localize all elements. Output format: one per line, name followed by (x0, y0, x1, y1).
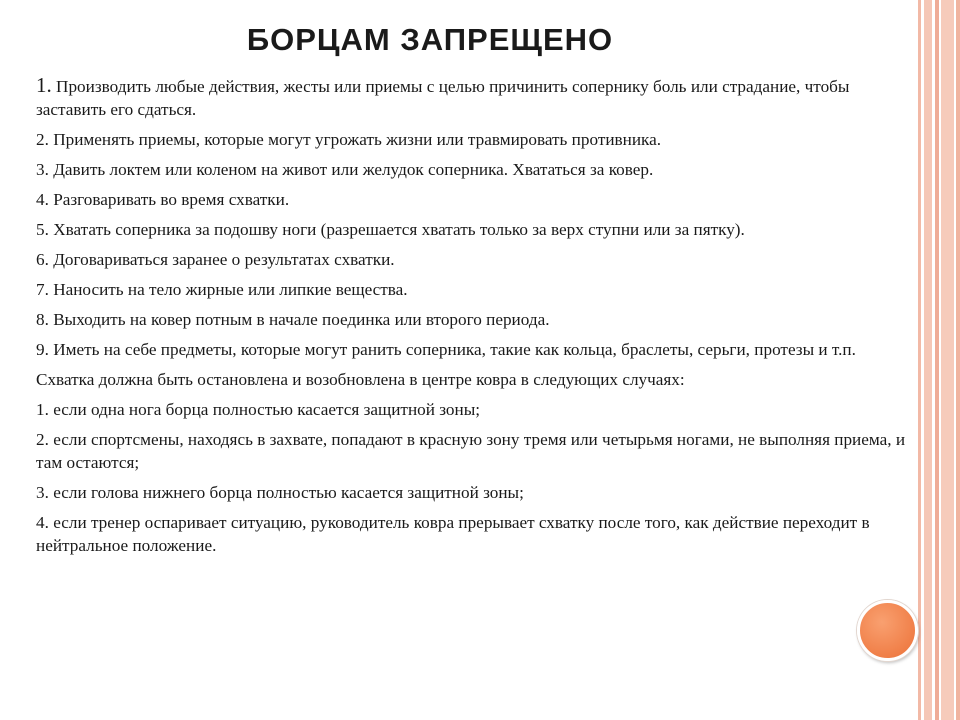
stop-conditions-intro: Схватка должна быть остановлена и возобновлена в центре ковра в следующих случаях: (36, 370, 685, 389)
stop-condition: 4. если тренер оспаривает ситуацию, руководитель ковра прерывает схватку после того, как действие переходит в нейтральное положение. (36, 513, 870, 555)
rule-paragraph: 7. Наносить на тело жирные или липкие вещества. (36, 280, 408, 299)
rule-paragraph (36, 74, 906, 121)
rule-paragraph: 8. Выходить на ковер потным в начале поединка или второго периода. (36, 310, 550, 329)
rule-paragraph: 6. Договариваться заранее о результатах схватки. (36, 250, 395, 269)
rule-paragraph: 9. Иметь на себе предметы, которые могут ранить соперника, такие как кольца, браслеты, серьги, протезы и т.п. (36, 340, 856, 359)
stop-condition: 1. если одна нога борца полностью касается защитной зоны; (36, 400, 481, 419)
slide-body (36, 74, 906, 564)
rule-paragraph: 3. Давить локтем или коленом на живот или желудок соперника. Хвататься за ковер. (36, 160, 654, 179)
stop-condition: 3. если голова нижнего борца полностью касается защитной зоны; (36, 483, 524, 502)
rule-paragraph: 2. Применять приемы, которые могут угрожать жизни или травмировать противника. (36, 130, 662, 149)
decor-stripe (956, 0, 960, 720)
rule-paragraph: 4. Разговаривать во время схватки. (36, 190, 290, 209)
rule-number: 1. (36, 73, 52, 97)
stop-condition: 2. если спортсмены, находясь в захвате, попадают в красную зону тремя или четырьмя ногами, не выполняя приема, и там остаются; (36, 430, 906, 472)
decor-stripe (924, 0, 932, 720)
rule-text: Производить любые действия, жесты или приемы с целью причинить сопернику боль или страдание, чтобы заставить его сдаться. (36, 77, 850, 119)
decor-stripe (935, 0, 939, 720)
decor-circle-icon (857, 600, 918, 661)
slide-title: БОРЦАМ ЗАПРЕЩЕНО (246, 22, 614, 57)
rule-paragraph: 5. Хватать соперника за подошву ноги (разрешается хватать только за верх ступни или за пятку). (36, 220, 745, 239)
decor-stripe (918, 0, 921, 720)
decor-stripe (941, 0, 954, 720)
